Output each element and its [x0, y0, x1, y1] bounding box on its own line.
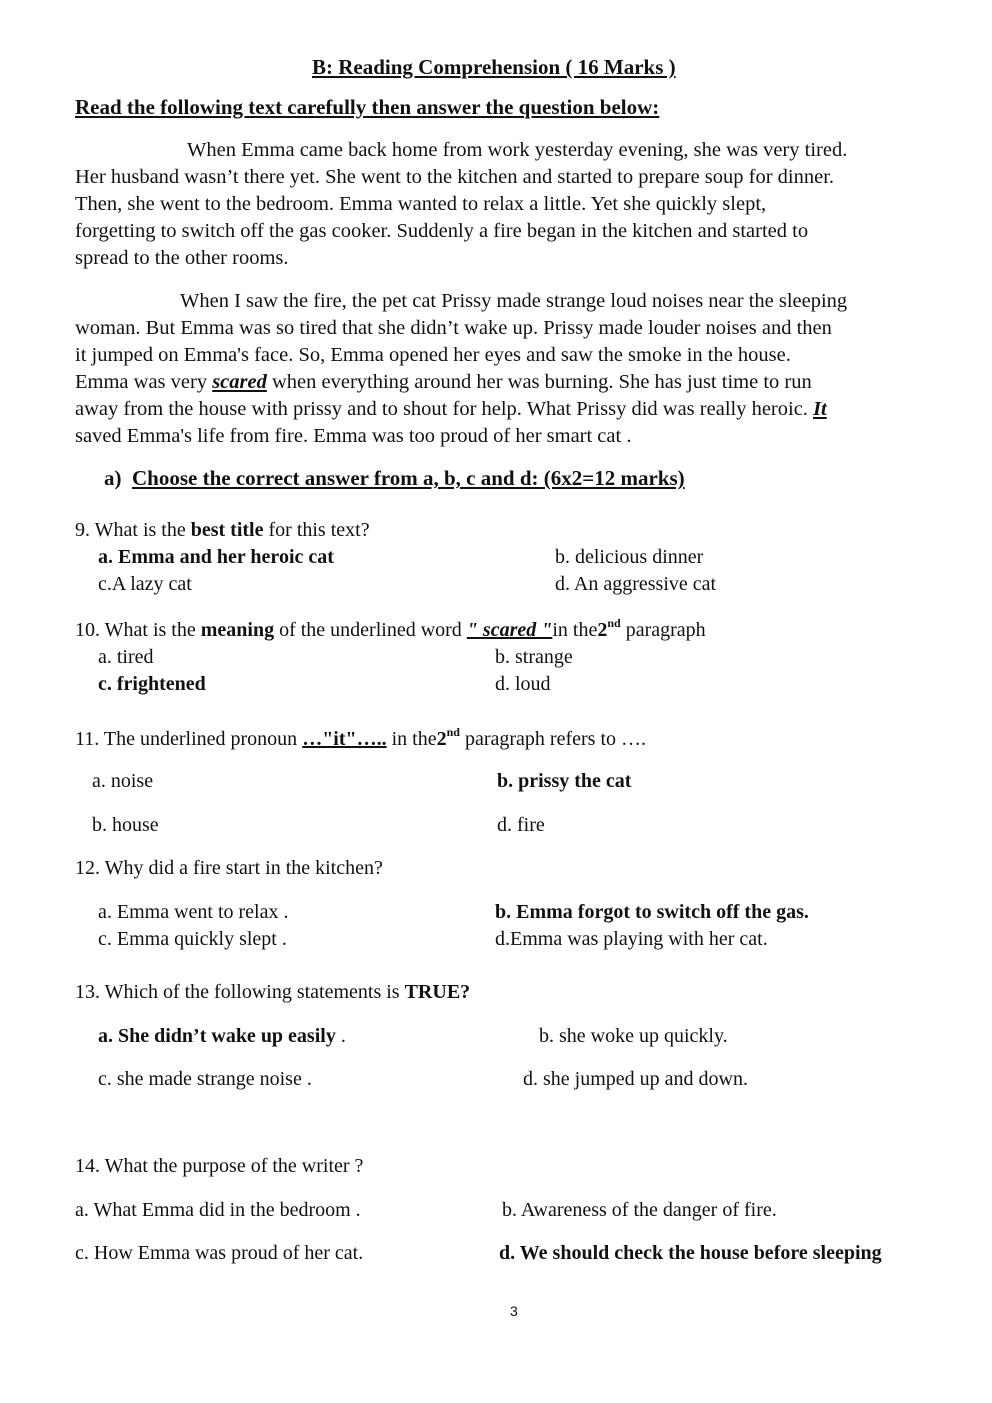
ordinal-number: 2	[436, 728, 447, 750]
passage-line: it jumped on Emma's face. So, Emma opened her eyes and saw the smoke in the house.	[75, 344, 791, 366]
q11-option-b[interactable]: b. prissy the cat	[497, 770, 632, 792]
passage-paragraph-1	[75, 137, 940, 272]
q10-option-c[interactable]: c. frightened	[98, 673, 206, 695]
q9-option-b[interactable]: b. delicious dinner	[555, 546, 704, 568]
part-a-title	[104, 466, 685, 491]
question-text: for this text?	[263, 519, 370, 541]
question-12: 12. Why did a fire start in the kitchen?	[75, 857, 383, 879]
ordinal-suffix: nd	[446, 725, 460, 739]
q13-option-c[interactable]: c. she made strange noise .	[98, 1068, 312, 1090]
passage-line: Then, she went to the bedroom. Emma wanted to relax a little. Yet she quickly slept,	[75, 193, 767, 215]
q9-option-d[interactable]: d. An aggressive cat	[555, 573, 717, 595]
option-text: .	[335, 1025, 346, 1047]
q11-option-a[interactable]: a. noise	[92, 770, 154, 792]
q9-option-a[interactable]: a. Emma and her heroic cat	[98, 546, 334, 568]
q11-option-d[interactable]: d. fire	[497, 814, 545, 836]
question-keyword: best title	[190, 519, 264, 541]
question-text: 13. Which of the following statements is	[75, 981, 405, 1003]
question-keyword: meaning	[200, 619, 275, 641]
q12-option-b[interactable]: b. Emma forgot to switch off the gas.	[495, 901, 809, 923]
passage-line	[75, 369, 940, 396]
q13-option-b[interactable]: b. she woke up quickly.	[539, 1025, 728, 1047]
q11-option-c[interactable]: b. house	[92, 814, 159, 836]
passage-line: When I saw the fire, the pet cat Prissy made strange loud noises near the sleeping	[180, 290, 848, 312]
instruction: Read the following text carefully then answer the question below:	[75, 95, 660, 119]
passage-line: forgetting to switch off the gas cooker. Suddenly a fire began in the kitchen and started to	[75, 220, 809, 242]
passage-line: When Emma came back home from work yesterday evening, she was very tired.	[187, 139, 848, 161]
question-text: in the	[386, 728, 437, 750]
part-a-instruction: Choose the correct answer from a, b, c and d: (6x2=12 marks)	[132, 466, 685, 490]
question-14: 14. What the purpose of the writer ?	[75, 1155, 364, 1177]
q14-option-b[interactable]: b. Awareness of the danger of fire.	[502, 1199, 777, 1221]
passage-line: Her husband wasn’t there yet. She went to the kitchen and started to prepare soup for dinner.	[75, 166, 835, 188]
underlined-word-scared: scared	[212, 371, 267, 393]
question-text: 10. What is the	[75, 619, 201, 641]
ordinal-suffix: nd	[607, 616, 621, 630]
question-keyword: TRUE?	[404, 981, 471, 1003]
passage-line: woman. But Emma was so tired that she didn’t wake up. Prissy made louder noises and then	[75, 317, 832, 339]
passage-line	[75, 396, 940, 423]
option-text: a. She didn’t wake up easily	[98, 1025, 336, 1047]
q12-option-d[interactable]: d.Emma was playing with her cat.	[495, 928, 768, 950]
passage-text: Emma was very	[75, 371, 213, 393]
q14-option-a[interactable]: a. What Emma did in the bedroom .	[75, 1199, 361, 1221]
passage-text: when everything around her was burning. She has just time to run	[266, 371, 812, 393]
section-title: B: Reading Comprehension ( 16 Marks )	[312, 55, 676, 79]
page-number: 3	[510, 1303, 518, 1319]
part-a-marker: a)	[104, 466, 122, 490]
question-text: paragraph refers to ….	[459, 728, 647, 750]
question-10	[75, 616, 706, 642]
question-text: 11. The underlined pronoun	[75, 728, 303, 750]
passage-text: away from the house with prissy and to shout for help. What Prissy did was really heroic.	[75, 398, 814, 420]
q12-option-a[interactable]: a. Emma went to relax .	[98, 901, 289, 923]
q14-option-c[interactable]: c. How Emma was proud of her cat.	[75, 1242, 364, 1264]
q10-option-d[interactable]: d. loud	[495, 673, 551, 695]
question-text: of the underlined word	[274, 619, 467, 641]
question-9	[75, 519, 370, 542]
question-11	[75, 725, 647, 751]
q10-option-b[interactable]: b. strange	[495, 646, 573, 668]
q9-option-c[interactable]: c.A lazy cat	[98, 573, 192, 595]
question-13	[75, 981, 470, 1004]
question-text: in the	[552, 619, 598, 641]
q10-option-a[interactable]: a. tired	[98, 646, 154, 668]
question-text: 9. What is the	[75, 519, 191, 541]
underlined-pronoun: …"it"…..	[302, 728, 387, 750]
question-text: paragraph	[620, 619, 706, 641]
q13-option-d[interactable]: d. she jumped up and down.	[523, 1068, 748, 1090]
passage-line: saved Emma's life from fire. Emma was too proud of her smart cat .	[75, 425, 632, 447]
underlined-word-it: It	[813, 398, 827, 420]
q13-option-a[interactable]	[98, 1025, 346, 1048]
underlined-word: " scared "	[466, 619, 553, 641]
ordinal-number: 2	[597, 619, 608, 641]
q14-option-d[interactable]: d. We should check the house before sleeping	[499, 1242, 882, 1264]
q12-option-c[interactable]: c. Emma quickly slept .	[98, 928, 287, 950]
passage-line: spread to the other rooms.	[75, 247, 289, 269]
passage-paragraph-2	[75, 288, 940, 450]
